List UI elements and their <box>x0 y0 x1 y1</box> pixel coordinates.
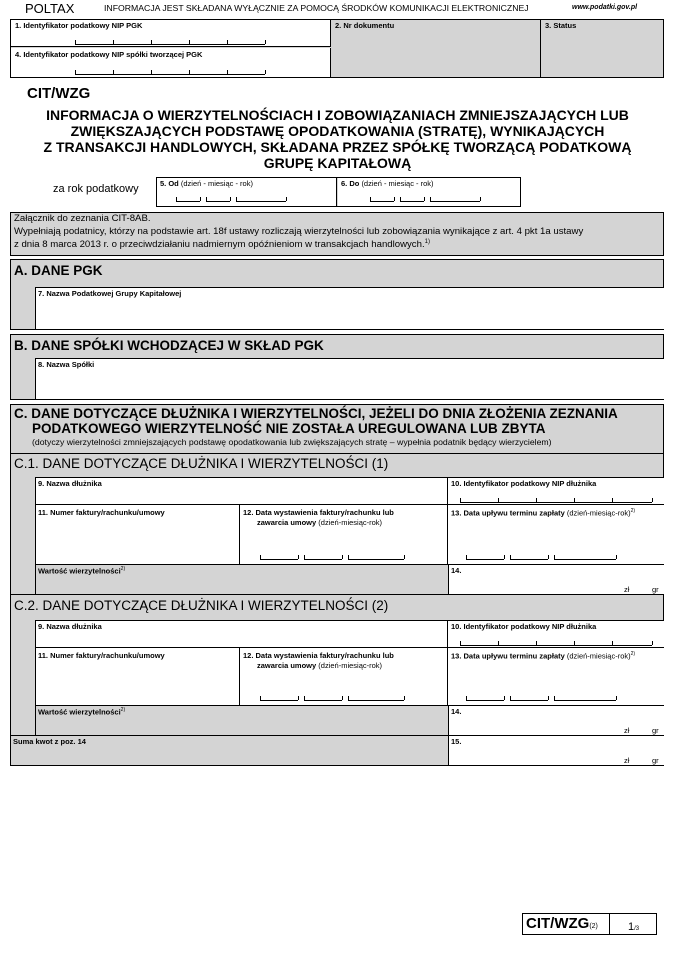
c1-due-date-label: 13. Data upływu terminu zapłaty (dzień-miesiąc-rok)$^{2)}$ <box>451 508 636 518</box>
c2-header-line <box>10 594 664 595</box>
c2-zl: zł <box>624 726 630 735</box>
pgk-name-label: 7. Nazwa Podatkowej Grupy Kapitałowej <box>38 289 182 298</box>
field-status-label: 3. Status <box>545 21 577 30</box>
tax-year-label: za rok podatkowy <box>53 183 139 195</box>
period-from-label: 5. Od (dzień - miesiąc - rok) <box>160 179 253 188</box>
c2-due-date-label: 13. Data upływu terminu zapłaty (dzień-miesiąc-rok)$^{2)}$ <box>451 651 636 661</box>
page-number: 1/3 <box>628 921 640 933</box>
section-a-title: A. DANE PGK <box>14 263 103 278</box>
c2-title: C.2. DANE DOTYCZĄCE DŁUŻNIKA I WIERZYTELNOŚCI (2) <box>14 598 389 613</box>
section-b-title: B. DANE SPÓŁKI WCHODZĄCEJ W SKŁAD PGK <box>14 338 324 353</box>
c1-title: C.1. DANE DOTYCZĄCE DŁUŻNIKA I WIERZYTELNOŚCI (1) <box>14 456 389 471</box>
company-name-field[interactable] <box>35 358 664 399</box>
website-link[interactable]: www.podatki.gov.pl <box>572 4 638 11</box>
period-to-label: 6. Do (dzień - miesiąc - rok) <box>341 179 434 188</box>
c2-amount-field[interactable] <box>448 705 664 735</box>
form-code: CIT/WZG <box>27 85 91 102</box>
field-nip-company-label: 4. Identyfikator podatkowy NIP spółki tworzącej PGK <box>15 50 203 59</box>
section-c-title: C. DANE DOTYCZĄCE DŁUŻNIKA I WIERZYTELNOŚCI, JEŻELI DO DNIA ZŁOŻENIA ZEZNANIA <box>14 406 618 421</box>
sum-label: Suma kwot z poz. 14 <box>13 737 86 746</box>
electronic-notice: INFORMACJA JEST SKŁADANA WYŁĄCZNIE ZA POMOCĄ ŚRODKÓW KOMUNIKACJI ELEKTRONICZNEJ <box>104 3 529 13</box>
section-c-title-cont: PODATKOWEGO WIERZYTELNOŚĆ NIE ZOSTAŁA UREGULOWANA LUB ZBYTA <box>32 421 546 436</box>
intro-line: Załącznik do zeznania CIT-8AB. <box>14 213 151 224</box>
sum-gr: gr <box>652 756 659 765</box>
c2-debtor-name-label: 9. Nazwa dłużnika <box>38 622 102 631</box>
c1-zl: zł <box>624 585 630 594</box>
c1-amount-field[interactable] <box>448 564 664 594</box>
c2-gr: gr <box>652 726 659 735</box>
c2-invoice-number-label: 11. Numer faktury/rachunku/umowy <box>38 651 165 660</box>
c1-debtor-name-label: 9. Nazwa dłużnika <box>38 479 102 488</box>
footer-form-code: CIT/WZG(2) <box>526 915 598 932</box>
intro-line: z dnia 8 marca 2013 r. o przeciwdziałaniu nadmiernym opóźnieniom w transakcjach handlowych.$^{1)}$ <box>14 239 430 251</box>
c2-debtor-nip-label: 10. Identyfikator podatkowy NIP dłużnika <box>451 622 597 631</box>
c2-issue-date-label: 12. Data wystawienia faktury/rachunku lub zawarcia umowy (dzień-miesiąc-rok) <box>243 651 394 670</box>
form-title-line: Z TRANSAKCJI HANDLOWYCH, SKŁADANA PRZEZ SPÓŁKĘ TWORZĄCĄ PODATKOWĄ <box>43 139 632 155</box>
c1-gr: gr <box>652 585 659 594</box>
c1-header-line <box>10 453 664 454</box>
company-name-label: 8. Nazwa Spółki <box>38 360 95 369</box>
sum-amount-field[interactable] <box>448 735 664 765</box>
form-title-line: INFORMACJA O WIERZYTELNOŚCIACH I ZOBOWIĄZANIACH ZMNIEJSZAJĄCYCH LUB <box>46 107 629 123</box>
form-title-line: GRUPĘ KAPITAŁOWĄ <box>263 155 412 171</box>
sum-amount-label: 15. <box>451 737 462 746</box>
footer-divider <box>609 913 610 935</box>
form-title-line: ZWIĘKSZAJĄCYCH PODSTAWĘ OPODATKOWANIA (STRATĘ), WYNIKAJĄCYCH <box>70 123 605 139</box>
c1-debtor-nip-label: 10. Identyfikator podatkowy NIP dłużnika <box>451 479 597 488</box>
c1-value-label: Wartość wierzytelności$^{2)}$ <box>38 566 126 576</box>
intro-line: Wypełniają podatnicy, którzy na podstawie art. 18f ustawy rozliczają wierzytelności lub zobowiązania wynikające z art. 4 pkt 1a ustawy <box>14 226 584 237</box>
field-nip-pgk-label: 1. Identyfikator podatkowy NIP PGK <box>15 21 143 30</box>
section-c-subtitle: (dotyczy wierzytelności zmniejszających podstawę opodatkowania lub zwiększających stratę – wypełnia podatnik będący wierzycielem) <box>32 437 552 447</box>
c2-amount-label: 14. <box>451 707 462 716</box>
c2-value-label: Wartość wierzytelności$^{2)}$ <box>38 707 126 717</box>
brand-label: POLTAX <box>25 1 75 16</box>
form-title <box>0 107 675 171</box>
field-doc-number-label: 2. Nr dokumentu <box>335 21 395 30</box>
c1-amount-label: 14. <box>451 566 462 575</box>
sum-zl: zł <box>624 756 630 765</box>
c1-invoice-number-label: 11. Numer faktury/rachunku/umowy <box>38 508 165 517</box>
c1-issue-date-label: 12. Data wystawienia faktury/rachunku lub zawarcia umowy (dzień-miesiąc-rok) <box>243 508 394 527</box>
